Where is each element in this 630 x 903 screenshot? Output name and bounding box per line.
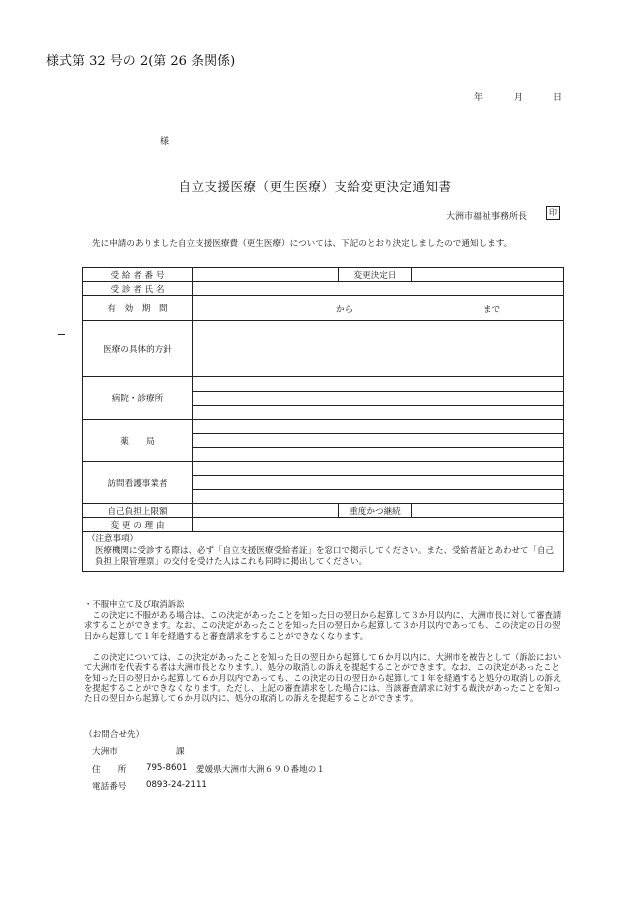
contact-city: 大洲市 [92,747,118,757]
phone-number: 0893-24-2111 [146,780,207,790]
recipient-number-value [193,268,339,282]
fold-mark [58,334,65,335]
notes-title: （注意事項） [87,534,139,544]
visiting-nursing-label: 訪問看護事業者 [83,462,193,504]
notes-text: 医療機関に受診する際は、必ず「自立支援医療受給者証」を窓口で掲示してください。また、受給者証とあわせて「自己負担上限管理票」の交付を受けた人はこれも同時に掲出してください。 [95,545,555,567]
date-day-label: 日 [553,93,563,103]
phone-label: 電話番号 [92,782,127,792]
address-value: 愛媛県大洲市大洲６９０番地の１ [196,765,325,775]
to-label: まで [483,305,501,315]
change-reason-value [193,518,564,532]
notes-cell [83,532,564,572]
address-label: 住 所 [92,765,127,775]
patient-name-label: 受 診 者 氏 名 [83,282,193,296]
severe-continuous-label: 重度かつ継続 [339,504,412,518]
change-reason-label: 変 更 の 理 由 [83,518,193,532]
copay-limit-value [193,504,339,518]
validity-period-value [193,296,564,321]
appeal-heading: ・不服申立て及び取消訴訟 [84,599,185,609]
patient-name-value [193,282,564,296]
issuer-name: 大洲市福祉事務所長 [446,212,528,222]
contact-heading: （お問合せ先） [84,730,145,740]
postal-code: 795-8601 [146,763,188,773]
from-label: から [336,305,354,315]
appeal-paragraph-1: この決定に不服がある場合は、この決定があったことを知った日の翌日から起算して３か月以内に、大洲市長に対して審査請求することができます。なお、この決定があったことを知った日の翌日から起算して３か月以内であっても、この決定の日の翌日から起算して１年を経過すると審査請求をすることができなくなります。 [84,610,562,641]
validity-period-label: 有 効 期 間 [83,296,193,321]
addressee-suffix: 様 [160,137,170,147]
date-year-label: 年 [474,93,484,103]
contact-dept: 課 [176,747,185,757]
recipient-number-label: 受 給 者 番 号 [83,268,193,282]
treatment-policy-value [193,321,564,377]
pharmacy-label: 薬 局 [83,420,193,462]
document-title: 自立支援医療（更生医療）支給変更決定通知書 [178,179,452,194]
severe-continuous-value [412,504,564,518]
decision-table [82,267,564,572]
seal-mark: 印 [546,206,560,220]
form-number: 様式第 32 号の 2(第 26 条関係) [46,54,236,69]
appeal-paragraph-2: この決定については、この決定があったことを知った日の翌日から起算して６か月以内に、大洲市を被告として（訴訟において大洲市を代表する者は大洲市長となります。）、処分の取消しの訴えを提起することができます。なお、この決定があったことを知った日の翌日から起算して６か月以内であっても、この決定の日の翌日から起算して１年を経過すると処分の取消しの訴えを提起することができなくなります。ただし、上記の審査請求をした場合には、当該審査請求に対する裁決があったことを知った日の翌日から起算して６か月以内に、処分の取消しの訴えを提起することができます。 [84,652,562,704]
change-date-label: 変更決定日 [339,268,412,282]
date-month-label: 月 [514,93,524,103]
hospital-label: 病院・診療所 [83,377,193,420]
intro-text: 先に申請のありました自立支援医療費（更生医療）については、下記のとおり決定しましたので通知します。 [92,239,513,249]
copay-limit-label: 自己負担上限額 [83,504,193,518]
treatment-policy-label: 医療の具体的方針 [83,321,193,377]
change-date-value [412,268,564,282]
